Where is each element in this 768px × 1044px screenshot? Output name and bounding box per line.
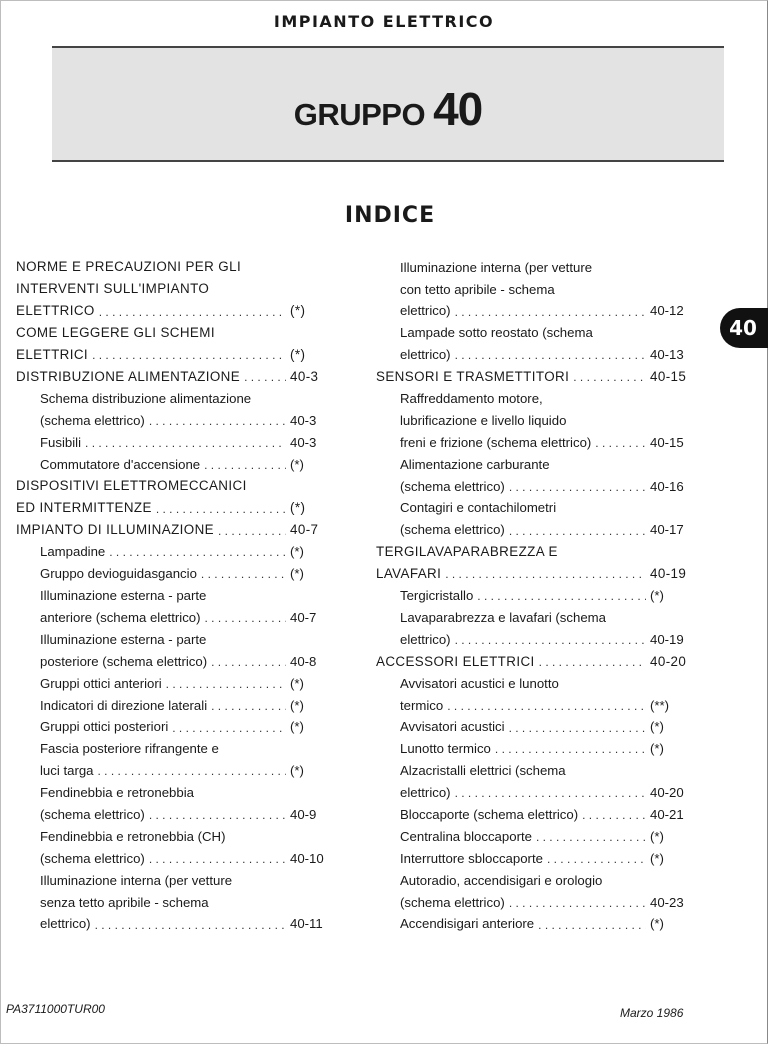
entry-text: COME LEGGERE GLI SCHEMI xyxy=(16,325,215,341)
entry-page-ref: (*) xyxy=(290,719,304,735)
index-subentry[interactable] xyxy=(16,450,328,472)
entry-text: Commutatore d'accensione xyxy=(40,456,201,472)
document-date: Marzo 1986 xyxy=(620,1006,684,1020)
dot-leader xyxy=(172,722,286,734)
index-subentry[interactable] xyxy=(376,450,688,472)
dot-leader xyxy=(538,919,646,931)
entry-text: Raffreddamento motore, xyxy=(400,391,543,407)
entry-text: Fendinebbia e retronebbia xyxy=(40,785,194,801)
entry-text: DISPOSITIVI ELETTROMECCANICI xyxy=(16,478,247,494)
dot-leader xyxy=(509,722,646,734)
index-section-entry[interactable] xyxy=(16,319,328,341)
index-section-entry[interactable] xyxy=(16,362,328,384)
entry-page-ref: (*) xyxy=(290,544,304,560)
entry-page-ref: (*) xyxy=(290,763,304,779)
entry-text: Accendisigari anteriore xyxy=(400,916,535,932)
index-subentry[interactable] xyxy=(376,581,688,603)
entry-page-ref: (*) xyxy=(650,588,664,604)
entry-text: elettrico) xyxy=(40,916,91,932)
entry-text: TERGILAVAPARABREZZA E xyxy=(376,544,558,560)
entry-page-ref: 40-9 xyxy=(290,806,317,822)
entry-text: IMPIANTO DI ILLUMINAZIONE xyxy=(16,522,214,538)
dot-leader xyxy=(98,765,286,777)
gruppo-number: 40 xyxy=(433,83,483,135)
entry-text: Illuminazione interna (per vetture xyxy=(40,872,233,888)
entry-page-ref: (*) xyxy=(650,828,664,844)
entry-text: Schema distribuzione alimentazione xyxy=(40,391,252,407)
entry-text: Indicatori di direzione laterali xyxy=(40,697,208,713)
index-subentry[interactable] xyxy=(376,428,688,450)
entry-page-ref: (*) xyxy=(290,697,304,713)
entry-text: anteriore (schema elettrico) xyxy=(40,609,201,625)
entry-text: ELETTRICO xyxy=(16,303,95,319)
index-subentry[interactable] xyxy=(16,844,328,866)
entry-page-ref: 40-10 xyxy=(290,850,324,866)
index-subentry[interactable] xyxy=(376,625,688,647)
dot-leader xyxy=(573,371,646,383)
entry-page-ref: (*) xyxy=(290,566,304,582)
index-subentry[interactable] xyxy=(376,735,688,757)
entry-page-ref: (*) xyxy=(290,500,306,516)
index-subentry[interactable] xyxy=(376,603,688,625)
entry-text: (schema elettrico) xyxy=(400,478,505,494)
index-subentry[interactable] xyxy=(16,735,328,757)
entry-text: (schema elettrico) xyxy=(400,522,505,538)
index-subentry[interactable] xyxy=(16,581,328,603)
dot-leader xyxy=(99,306,286,318)
group-tab[interactable]: 40 xyxy=(720,308,768,348)
gruppo-title xyxy=(52,82,724,136)
dot-leader xyxy=(595,437,646,449)
index-subentry[interactable] xyxy=(376,669,688,691)
entry-page-ref: (*) xyxy=(290,347,306,363)
entry-text: elettrico) xyxy=(400,303,451,319)
entry-page-ref: 40-23 xyxy=(650,894,684,910)
entry-page-ref: (*) xyxy=(290,456,304,472)
dot-leader xyxy=(509,481,646,493)
index-subentry[interactable] xyxy=(376,516,688,538)
entry-text: Avvisatori acustici xyxy=(400,719,505,735)
entry-text: Gruppi ottici posteriori xyxy=(40,719,169,735)
entry-text: Centralina bloccaporte xyxy=(400,828,532,844)
entry-text: elettrico) xyxy=(400,631,451,647)
index-section-entry[interactable] xyxy=(16,516,328,538)
entry-text: senza tetto apribile - schema xyxy=(40,894,209,910)
entry-text: Alzacristalli elettrici (schema xyxy=(400,763,566,779)
entry-text: Avvisatori acustici e lunotto xyxy=(400,675,559,691)
index-subentry[interactable] xyxy=(376,778,688,800)
index-subentry[interactable] xyxy=(376,910,688,932)
index-subentry[interactable] xyxy=(376,297,688,319)
entry-text: Fusibili xyxy=(40,434,82,450)
entry-page-ref: 40-19 xyxy=(650,565,687,581)
gruppo-word: GRUPPO xyxy=(293,97,426,132)
dot-leader xyxy=(447,700,646,712)
entry-text: Fascia posteriore rifrangente e xyxy=(40,741,219,757)
dot-leader xyxy=(95,919,286,931)
index-subentry[interactable] xyxy=(376,866,688,888)
dot-leader xyxy=(85,437,286,449)
index-subentry[interactable] xyxy=(16,559,328,581)
dot-leader xyxy=(477,590,646,602)
dot-leader xyxy=(201,568,286,580)
entry-page-ref: 40-7 xyxy=(290,522,319,538)
index-section-entry[interactable] xyxy=(16,297,328,319)
dot-leader xyxy=(166,678,286,690)
index-subentry[interactable] xyxy=(376,253,688,275)
entry-text: Contagiri e contachilometri xyxy=(400,500,557,516)
entry-text: ED INTERMITTENZE xyxy=(16,500,152,516)
dot-leader xyxy=(445,568,646,580)
entry-page-ref: 40-7 xyxy=(290,609,317,625)
index-subentry[interactable] xyxy=(16,406,328,428)
index-subentry[interactable] xyxy=(16,800,328,822)
entry-text: Lampadine xyxy=(40,544,106,560)
entry-page-ref: 40-16 xyxy=(650,478,684,494)
entry-text: Lunotto termico xyxy=(400,741,491,757)
entry-text: Illuminazione esterna - parte xyxy=(40,631,207,647)
entry-page-ref: 40-12 xyxy=(650,303,684,319)
entry-text: Bloccaporte (schema elettrico) xyxy=(400,806,579,822)
entry-text: ELETTRICI xyxy=(16,347,89,363)
document-code: PA3711000TUR00 xyxy=(6,1002,105,1016)
index-subentry[interactable] xyxy=(16,756,328,778)
entry-text: posteriore (schema elettrico) xyxy=(40,653,208,669)
index-left-column xyxy=(16,253,328,932)
entry-page-ref: 40-15 xyxy=(650,368,687,384)
index-subentry[interactable] xyxy=(376,472,688,494)
index-subentry[interactable] xyxy=(376,494,688,516)
index-subentry[interactable] xyxy=(376,888,688,910)
entry-page-ref: 40-15 xyxy=(650,434,684,450)
index-subentry[interactable] xyxy=(16,647,328,669)
entry-text: luci targa xyxy=(40,763,94,779)
entry-text: Illuminazione interna (per vetture xyxy=(400,259,593,275)
dot-leader xyxy=(455,349,646,361)
entry-text: (schema elettrico) xyxy=(40,412,145,428)
index-subentry[interactable] xyxy=(376,384,688,406)
index-section-entry[interactable] xyxy=(16,253,328,275)
index-subentry[interactable] xyxy=(16,778,328,800)
dot-leader xyxy=(205,612,286,624)
gruppo-banner xyxy=(52,46,724,162)
entry-text: Interruttore sbloccaporte xyxy=(400,850,543,866)
dot-leader xyxy=(495,743,646,755)
index-subentry[interactable] xyxy=(16,866,328,888)
entry-text: Lavaparabrezza e lavafari (schema xyxy=(400,609,606,625)
dot-leader xyxy=(156,503,286,515)
index-section-entry[interactable] xyxy=(16,494,328,516)
index-section-entry[interactable] xyxy=(376,362,688,384)
entry-text: Illuminazione esterna - parte xyxy=(40,588,207,604)
index-subentry[interactable] xyxy=(376,822,688,844)
entry-page-ref: (**) xyxy=(650,697,670,713)
entry-text: Autoradio, accendisigari e orologio xyxy=(400,872,603,888)
entry-text: Alimentazione carburante xyxy=(400,456,550,472)
index-section-entry[interactable] xyxy=(16,275,328,297)
dot-leader xyxy=(204,459,286,471)
entry-page-ref: (*) xyxy=(650,916,664,932)
index-subentry[interactable] xyxy=(376,691,688,713)
index-subentry[interactable] xyxy=(16,428,328,450)
dot-leader xyxy=(211,700,286,712)
entry-text: DISTRIBUZIONE ALIMENTAZIONE xyxy=(16,368,241,384)
entry-text: (schema elettrico) xyxy=(40,850,145,866)
entry-text: LAVAFARI xyxy=(376,565,442,581)
entry-page-ref: (*) xyxy=(650,741,664,757)
entry-page-ref: 40-3 xyxy=(290,412,317,428)
index-subentry[interactable] xyxy=(376,756,688,778)
entry-text: Gruppo devioguidasgancio xyxy=(40,566,197,582)
dot-leader xyxy=(109,546,286,558)
entry-text: lubrificazione e livello liquido xyxy=(400,412,567,428)
dot-leader xyxy=(455,634,646,646)
dot-leader xyxy=(149,415,286,427)
entry-text: NORME E PRECAUZIONI PER GLI xyxy=(16,259,242,275)
index-subentry[interactable] xyxy=(376,713,688,735)
index-title: INDICE xyxy=(344,203,436,228)
entry-text: con tetto apribile - schema xyxy=(400,281,555,297)
entry-text: (schema elettrico) xyxy=(400,894,505,910)
dot-leader xyxy=(455,306,646,318)
entry-text: INTERVENTI SULL'IMPIANTO xyxy=(16,281,210,297)
dot-leader xyxy=(539,656,646,668)
index-subentry[interactable] xyxy=(16,910,328,932)
dot-leader xyxy=(455,787,646,799)
index-section-entry[interactable] xyxy=(16,341,328,363)
index-subentry[interactable] xyxy=(376,844,688,866)
index-subentry[interactable] xyxy=(16,691,328,713)
entry-text: Fendinebbia e retronebbia (CH) xyxy=(40,828,226,844)
dot-leader xyxy=(149,809,286,821)
index-right-column xyxy=(376,253,688,932)
index-subentry[interactable] xyxy=(16,625,328,647)
entry-text: elettrico) xyxy=(400,785,451,801)
index-subentry[interactable] xyxy=(16,384,328,406)
entry-page-ref: (*) xyxy=(650,719,664,735)
entry-page-ref: 40-3 xyxy=(290,368,319,384)
dot-leader xyxy=(244,371,286,383)
dot-leader xyxy=(582,809,646,821)
index-subentry[interactable] xyxy=(376,406,688,428)
dot-leader xyxy=(211,656,286,668)
entry-page-ref: 40-17 xyxy=(650,522,684,538)
index-section-entry[interactable] xyxy=(376,559,688,581)
dot-leader xyxy=(149,853,286,865)
index-subentry[interactable] xyxy=(16,669,328,691)
dot-leader xyxy=(509,525,646,537)
entry-page-ref: 40-13 xyxy=(650,347,684,363)
entry-text: (schema elettrico) xyxy=(40,806,145,822)
dot-leader xyxy=(509,897,646,909)
entry-page-ref: 40-20 xyxy=(650,785,684,801)
dot-leader xyxy=(547,853,646,865)
index-section-entry[interactable] xyxy=(376,538,688,560)
index-subentry[interactable] xyxy=(376,319,688,341)
entry-page-ref: 40-8 xyxy=(290,653,317,669)
entry-page-ref: (*) xyxy=(290,675,304,691)
entry-page-ref: 40-11 xyxy=(290,916,323,932)
entry-text: ACCESSORI ELETTRICI xyxy=(376,653,535,669)
entry-page-ref: 40-21 xyxy=(650,806,684,822)
index-subentry[interactable] xyxy=(16,888,328,910)
index-subentry[interactable] xyxy=(16,603,328,625)
entry-text: Tergicristallo xyxy=(400,588,474,604)
index-subentry[interactable] xyxy=(16,822,328,844)
entry-page-ref: 40-20 xyxy=(650,653,687,669)
section-header: IMPIANTO ELETTRICO xyxy=(273,12,495,31)
entry-text: Lampade sotto reostato (schema xyxy=(400,325,593,341)
index-section-entry[interactable] xyxy=(376,647,688,669)
entry-text: elettrico) xyxy=(400,347,451,363)
entry-page-ref: (*) xyxy=(290,303,306,319)
dot-leader xyxy=(536,831,646,843)
dot-leader xyxy=(92,349,286,361)
entry-page-ref: 40-3 xyxy=(290,434,317,450)
entry-page-ref: 40-19 xyxy=(650,631,684,647)
index-subentry[interactable] xyxy=(376,800,688,822)
entry-page-ref: (*) xyxy=(650,850,664,866)
index-subentry[interactable] xyxy=(16,538,328,560)
entry-text: freni e frizione (schema elettrico) xyxy=(400,434,592,450)
index-subentry[interactable] xyxy=(16,713,328,735)
index-subentry[interactable] xyxy=(376,275,688,297)
entry-text: termico xyxy=(400,697,444,713)
index-subentry[interactable] xyxy=(376,341,688,363)
dot-leader xyxy=(218,525,286,537)
entry-text: SENSORI E TRASMETTITORI xyxy=(376,368,570,384)
index-section-entry[interactable] xyxy=(16,472,328,494)
entry-text: Gruppi ottici anteriori xyxy=(40,675,162,691)
